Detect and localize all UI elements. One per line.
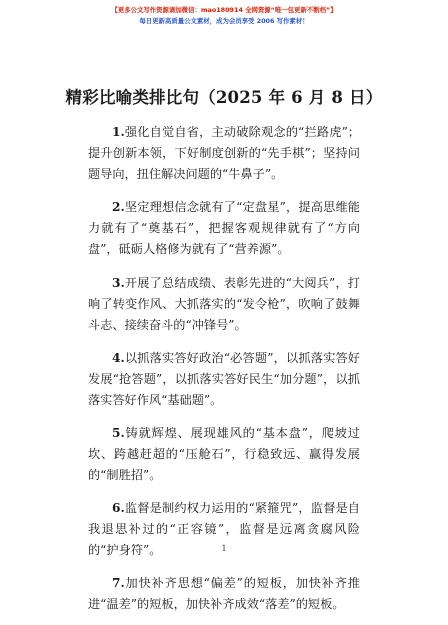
document-title: 精彩比喻类排比句（2025 年 6 月 8 日） <box>65 88 383 107</box>
item-text: 开展了总结成绩、表彰先进的“大阅兵”，打响了转变作风、大抓落实的“发令枪”，吹响了鼓舞斗志、接续奋斗的“冲锋号”。 <box>88 275 360 332</box>
item-number: 2. <box>112 200 125 215</box>
header-banner <box>0 5 448 27</box>
item-number: 7. <box>112 576 125 591</box>
item-text: 监督是制约权力运用的“紧箍咒”，监督是自我退思补过的“正容镜”，监督是远离贪腐风险的“护身符”。 <box>88 501 360 558</box>
list-item <box>88 348 360 411</box>
page-number: 1 <box>221 544 227 553</box>
item-number: 6. <box>112 501 125 516</box>
item-text: 强化自觉自省，主动破除观念的“拦路虎”；提升创新本领，下好制度创新的“先手棋”；坚持问题导向，扭住解决问题的“牛鼻子”。 <box>88 125 360 182</box>
item-text: 铸就辉煌、展现雄风的“基本盘”，爬坡过坎、跨越赶超的“压舱石”，行稳致远、赢得发展的“制胜招”。 <box>88 425 360 482</box>
list-item <box>88 273 360 336</box>
item-number: 5. <box>112 425 125 440</box>
item-number: 3. <box>112 275 125 290</box>
item-number: 4. <box>112 350 125 365</box>
item-text: 加快补齐思想“偏差”的短板，加快补齐推进“温差”的短板，加快补齐成效“落差”的短板。 <box>88 576 360 612</box>
item-text: 坚定理想信念就有了“定盘星”，提高思维能力就有了“奠基石”，把握客观规律就有了“方向盘”，砥砺人格修为就有了“营养源”。 <box>88 200 360 257</box>
list-item <box>88 122 360 185</box>
item-number: 1. <box>112 125 125 140</box>
list-item <box>88 423 360 486</box>
list-item <box>88 197 360 260</box>
banner-line-blue: 每日更新高质量公文素材，成为会员享受 2006 写作素材！ <box>139 17 309 25</box>
item-text: 以抓落实答好政治“必答题”，以抓落实答好发展“抢答题”，以抓落实答好民生“加分题”，以抓落实答好作风“基础题”。 <box>88 350 360 407</box>
banner-line-red: 【更多公文写作资源请加微信：mao180914 全网资源“唯一包更新不断档”】 <box>111 6 337 14</box>
